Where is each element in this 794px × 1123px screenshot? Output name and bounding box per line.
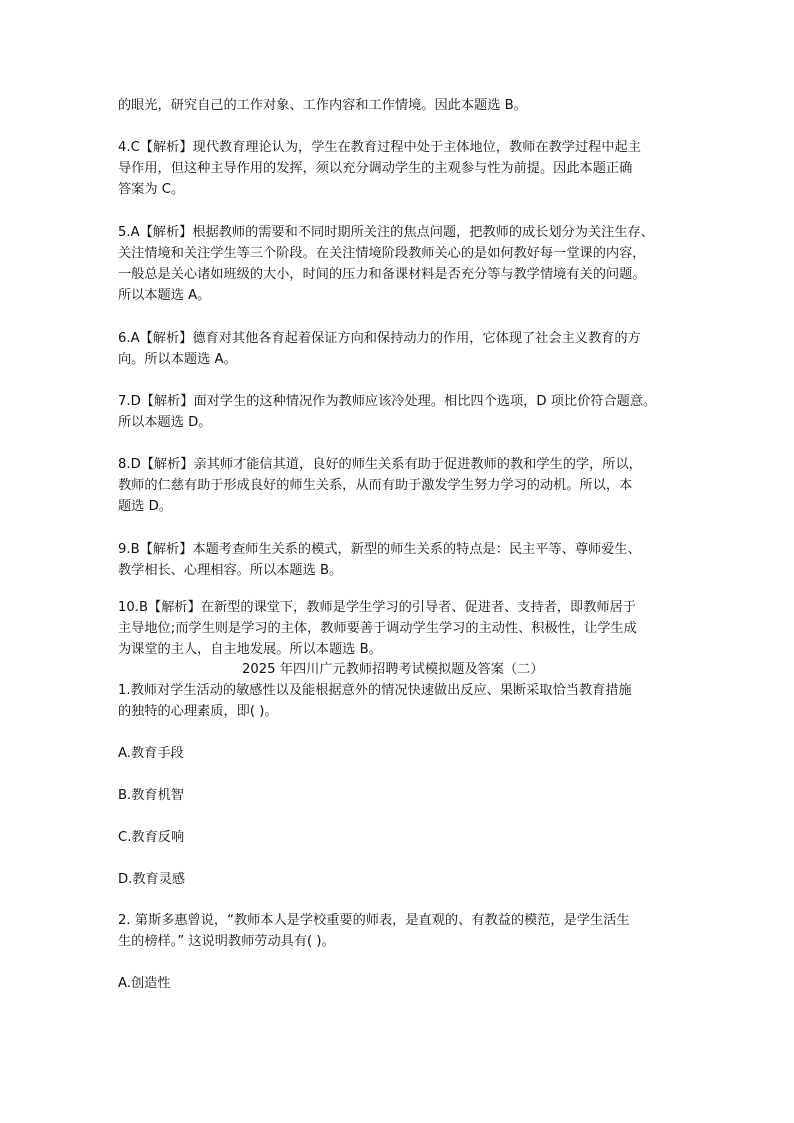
answer-line: 主导地位;而学生则是学习的主体，教师要善于调动学生学习的主动性、积极性，让学生成 [118,621,637,636]
answer-line: 教师的仁慈有助于形成良好的师生关系，从而有助于激发学生努力学习的动机。所以，本 [118,478,633,493]
answer-line: 10.B【解析】在新型的课堂下，教师是学生学习的引导者、促进者、支持者，即教师居于 [118,600,636,615]
answer-line: 7.D【解析】面对学生的这种情况作为教师应该冷处理。相比四个选项，D 项比价符合题意。 [118,394,657,409]
answer-line: 导作用，但这种主导作用的发挥，须以充分调动学生的主观参与性为前提。因此本题正确 [118,161,633,176]
answer-line: 8.D【解析】亲其师才能信其道，良好的师生关系有助于促进教师的教和学生的学，所以， [118,457,642,472]
answer-3-continuation: 的眼光，研究自己的工作对象、工作内容和工作情境。因此本题选 B。 [118,98,527,113]
answer-line: 5.A【解析】根据教师的需要和不同时期所关注的焦点问题，把教师的成长划分为关注生存、 [118,225,654,240]
option-c: C.教育反响 [118,830,185,845]
answer-line: 向。所以本题选 A。 [118,352,237,367]
answer-line: 6.A【解析】德育对其他各育起着保证方向和保持动力的作用，它体现了社会主义教育的方 [118,331,641,346]
section-title: 2025 年四川广元教师招聘考试模拟题及答案（二） [242,662,544,677]
question-stem-line: 1.教师对学生活动的敏感性以及能根据意外的情况快速做出反应、果断采取恰当教育措施 [118,683,632,698]
option-a: A.创造性 [118,976,171,991]
answer-line: 为课堂的主人，自主地发展。所以本题选 B。 [118,642,382,657]
option-a: A.教育手段 [118,746,184,761]
answer-line: 所以本题选 A。 [118,288,211,303]
option-b: B.教育机智 [118,788,184,803]
answer-line: 关注情境和关注学生等三个阶段。在关注情境阶段教师关心的是如何教好每一堂课的内容， [118,246,646,261]
answer-line: 4.C【解析】现代教育理论认为，学生在教育过程中处于主体地位，教师在教学过程中起主 [118,140,641,155]
answer-line: 一般总是关心诸如班级的大小，时间的压力和备课材料是否充分等与教学情境有关的问题。 [118,267,646,282]
answer-line: 答案为 C。 [118,182,185,197]
question-stem-line: 生的榜样。” 这说明教师劳动具有( )。 [118,934,335,949]
option-d: D.教育灵感 [118,872,186,887]
answer-line: 教学相长、心理相容。所以本题选 B。 [118,563,343,578]
question-stem-line: 的独特的心理素质，即( )。 [118,704,278,719]
answer-line: 题选 D。 [118,499,172,514]
answer-line: 所以本题选 D。 [118,415,212,430]
question-stem-line: 2. 第斯多惠曾说，“教师本人是学校重要的师表，是直观的、有教益的模范，是学生活生 [118,913,630,928]
answer-line: 9.B【解析】本题考查师生关系的模式，新型的师生关系的特点是：民主平等、尊师爱生、 [118,542,641,557]
